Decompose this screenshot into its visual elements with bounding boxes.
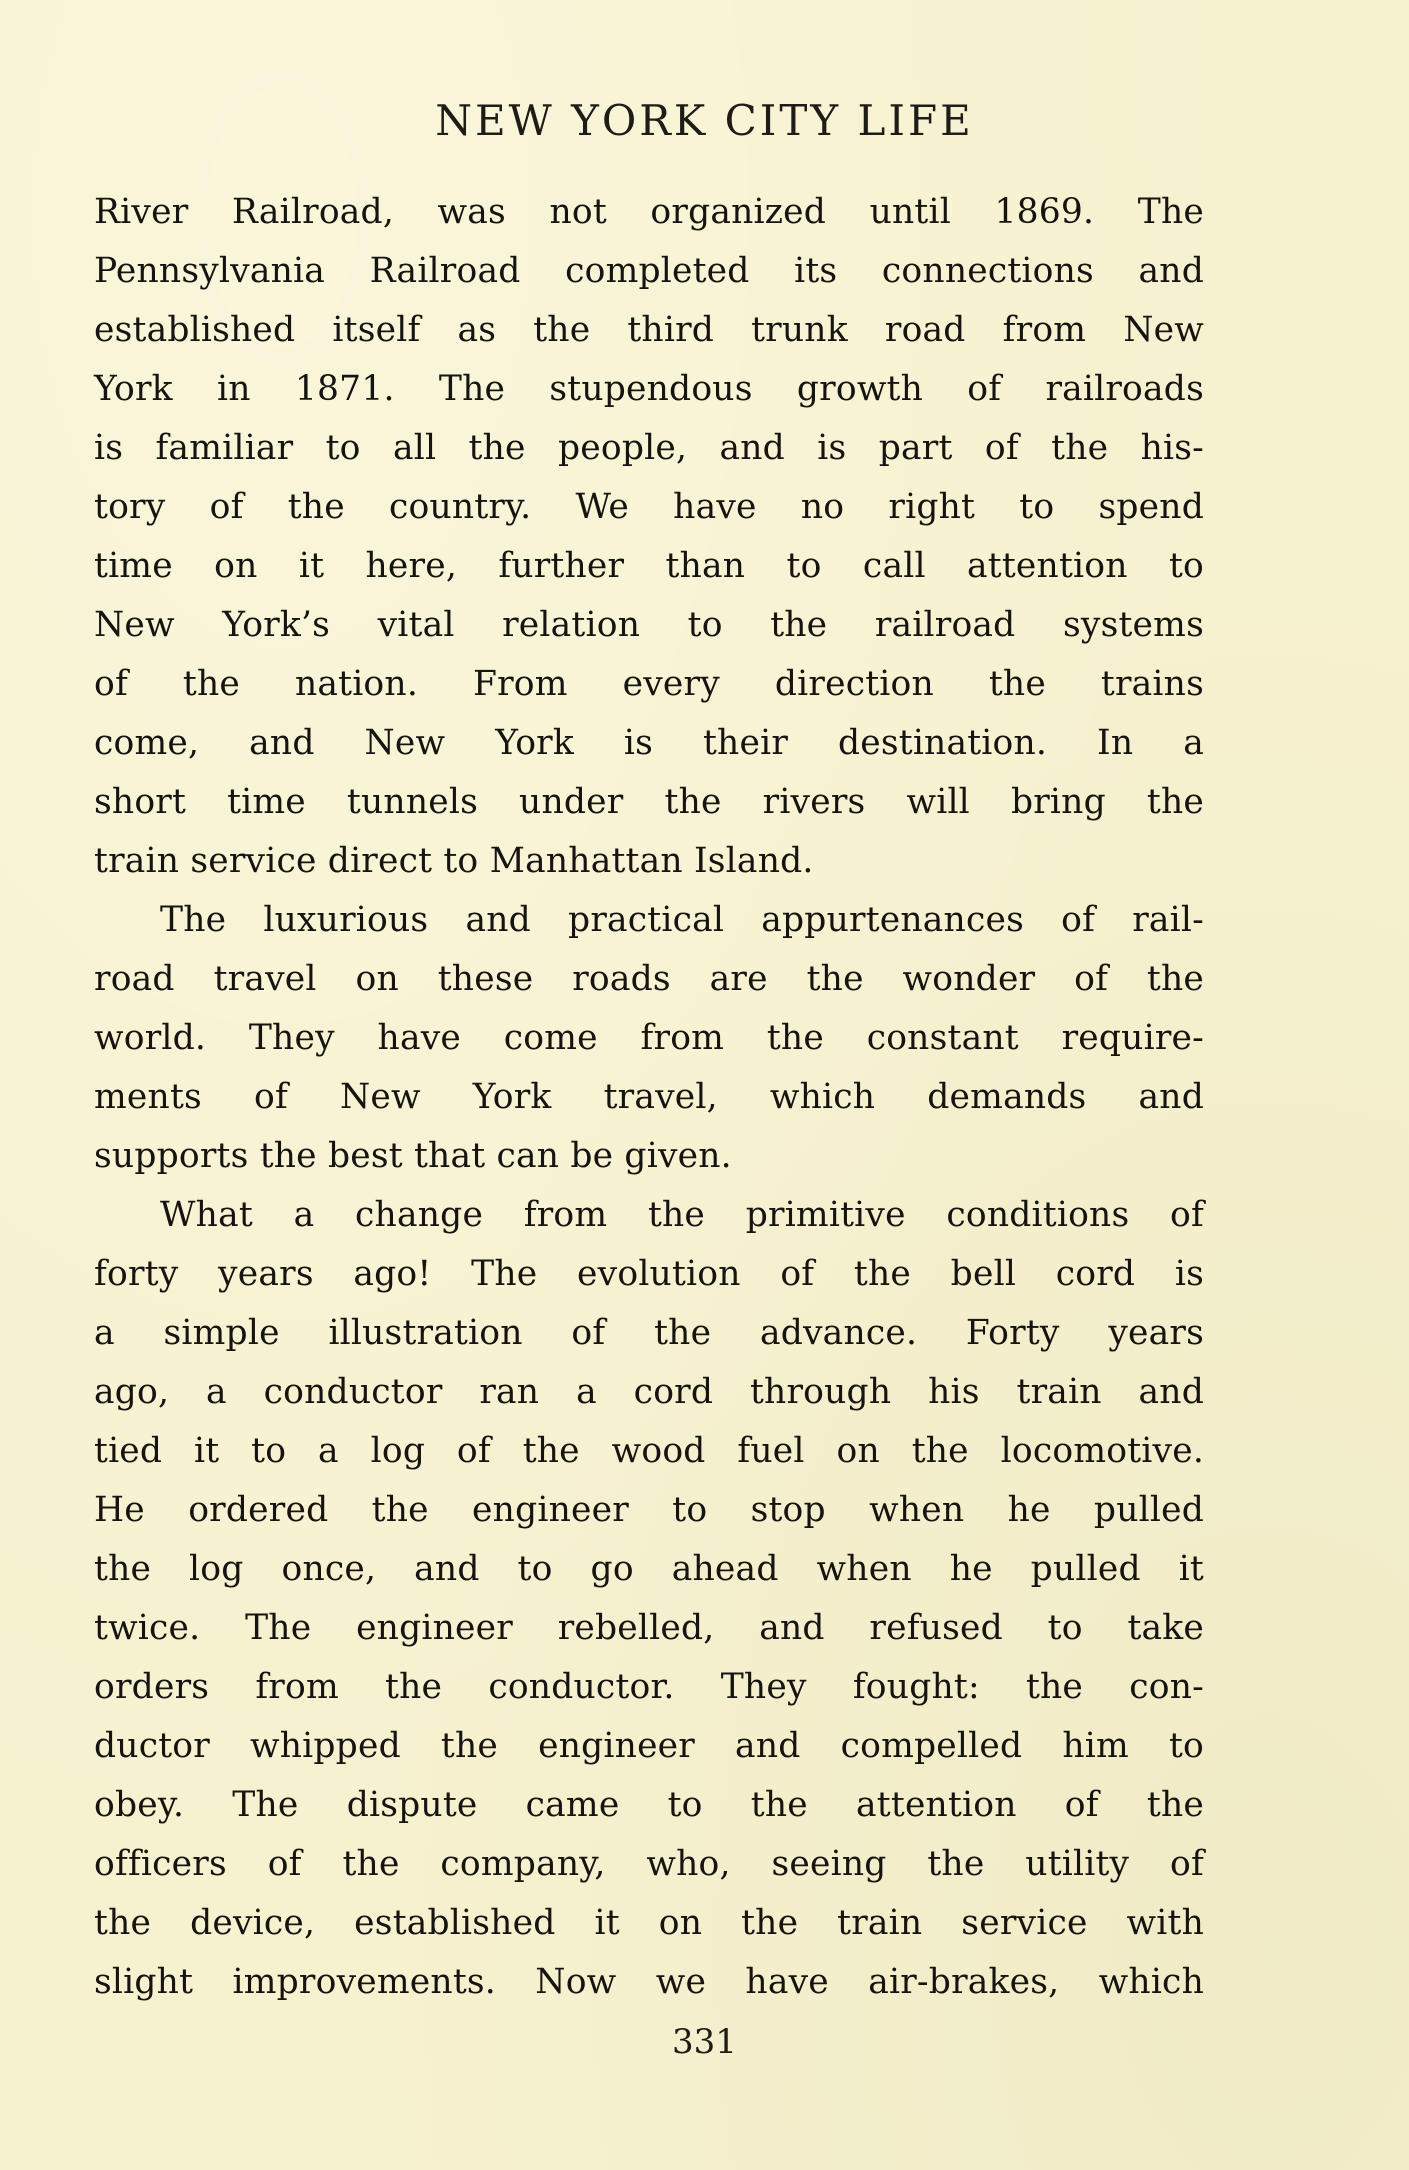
- text-line: Pennsylvania Railroad completed its connections and: [94, 251, 1204, 291]
- text-line: River Railroad, was not organized until 1869. The: [94, 192, 1204, 232]
- text-line: short time tunnels under the rivers will bring the: [94, 782, 1204, 822]
- text-line: officers of the company, who, seeing the utility of: [94, 1844, 1204, 1884]
- text-line: is familiar to all the people, and is part of the his-: [94, 428, 1204, 468]
- text-line: the log once, and to go ahead when he pulled it: [94, 1549, 1204, 1589]
- text-line: slight improvements. Now we have air-brakes, which: [94, 1962, 1204, 2002]
- text-line: tied it to a log of the wood fuel on the locomotive.: [94, 1431, 1204, 1471]
- text-line: of the nation. From every direction the trains: [94, 664, 1204, 704]
- text-line: ago, a conductor ran a cord through his train and: [94, 1372, 1204, 1412]
- running-head: NEW YORK CITY LIFE: [435, 96, 974, 145]
- body-text: [94, 183, 1204, 2012]
- text-line: time on it here, further than to call attention to: [94, 546, 1204, 586]
- text-line: New York’s vital relation to the railroad systems: [94, 605, 1204, 645]
- text-line: train service direct to Manhattan Island.: [94, 841, 814, 881]
- text-line: York in 1871. The stupendous growth of railroads: [94, 369, 1204, 409]
- text-line: ments of New York travel, which demands and: [94, 1077, 1204, 1117]
- text-line: ductor whipped the engineer and compelled him to: [94, 1726, 1204, 1766]
- text-line: established itself as the third trunk road from New: [94, 310, 1204, 350]
- text-line: a simple illustration of the advance. Forty years: [94, 1313, 1204, 1353]
- text-line: He ordered the engineer to stop when he pulled: [94, 1490, 1204, 1530]
- text-line: tory of the country. We have no right to spend: [94, 487, 1204, 527]
- text-line: world. They have come from the constant require-: [94, 1018, 1204, 1058]
- text-line: the device, established it on the train service with: [94, 1903, 1204, 1943]
- text-line: orders from the conductor. They fought: the con-: [94, 1667, 1204, 1707]
- text-line: come, and New York is their destination. In a: [94, 723, 1204, 763]
- text-line: twice. The engineer rebelled, and refused to take: [94, 1608, 1204, 1648]
- page-number: 331: [672, 2022, 737, 2062]
- text-line: obey. The dispute came to the attention of the: [94, 1785, 1204, 1825]
- text-line: The luxurious and practical appurtenances of rail-: [160, 900, 1204, 940]
- text-line: What a change from the primitive conditions of: [160, 1195, 1204, 1235]
- text-line: road travel on these roads are the wonder of the: [94, 959, 1204, 999]
- text-line: supports the best that can be given.: [94, 1136, 732, 1176]
- text-line: forty years ago! The evolution of the bell cord is: [94, 1254, 1204, 1294]
